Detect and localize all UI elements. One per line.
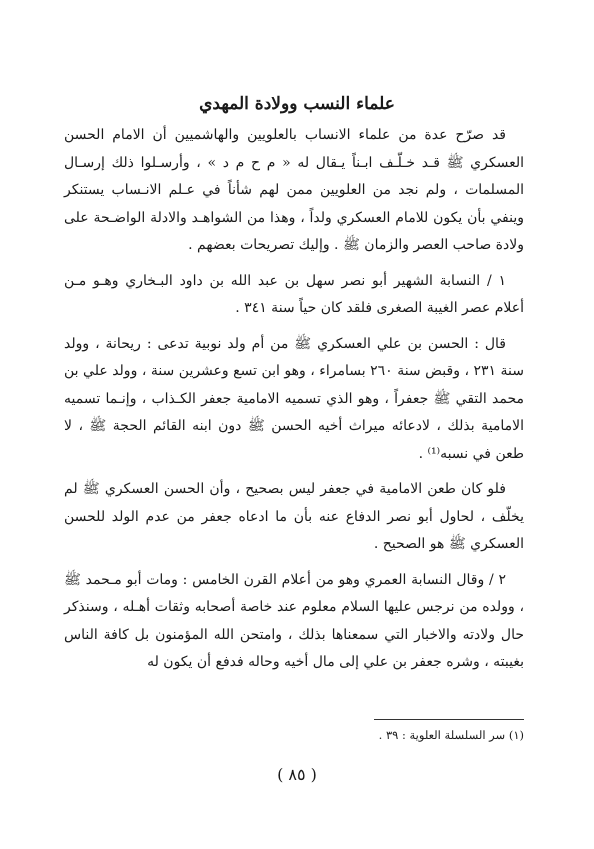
paragraph-umari: ٢ / وقال النسابة العمري وهو من أعلام القرن الخامس : ومات أبو مـحمد ﷺ ، وولده من نرجس عليها السلام معلوم عند خاصة أصحابه وثقات أهـله ، وسنذكر حال ولادته والاخبار التي سمعناها بذلك ، وامتحن الله المؤمنون بل كافة الناس بغيبته ، وشره جعفر بن علي إلى مال أخيه وحاله فدفع أن يكون له [64, 571, 524, 670]
page-title: علماء النسب وولادة المهدي [199, 94, 395, 114]
footnote: (١) سر السلسلة العلوية : ٣٩ . [378, 728, 524, 742]
page-number: ( ٨٥ ) [277, 765, 317, 784]
footnote-divider [374, 719, 524, 720]
paragraph-intro: قد صرّح عدة من علماء الانساب بالعلويين والهاشميين أن الامام الحسن العسكري ﷺ قـد خـلّـف ابـناً يـقال له « م ح م د » ، وأرسـلوا ذلك إرسـال المسلمات ، ولم نجد من العلويين ممن لهم شأناً في عـلم الانـساب يستنكر وينفي بأن يكون للامام العسكري ولداً ، وهذا من الشواهـد والادلة الواضـحة على ولادة صاحب العصر والزمان ﷺ . وإليك تصريحات بعضهم . [64, 127, 524, 253]
body-text [64, 122, 524, 677]
paragraph-commentary: فلو كان طعن الامامية في جعفر ليس بصحيح ، وأن الحسن العسكري ﷺ لم يخلّف ، لحاول أبو نصر الدفاع عنه بأن ما ادعاه جعفر من عدم الولد للحسن العسكري ﷺ هو الصحيح . [64, 481, 524, 552]
paragraph-bukhari-quote: قال : الحسن بن علي العسكري ﷺ من أم ولد نوبية تدعى : ريحانة ، وولد سنة ٢٣١ ، وقبض سنة ٢٦٠ بسامراء ، وهو ابن تسع وعشرين سنة ، وولد علي بن محمد التقي ﷺ جعفراً ، وهو الذي تسميه الامامية جعفر الكـذاب ، وإنـما تسميه الامامية بذلك ، لادعائه ميراث أخيه الحسن ﷺ دون ابنه القائم الحجة ﷺ ، لا طعن في نسبه⁽¹⁾ . [64, 335, 524, 462]
paragraph-bukhari-intro: ١ / النسابة الشهير أبو نصر سهل بن عبد الله بن داود البـخاري وهـو مـن أعلام عصر الغيبة الصغرى فلقد كان حياً سنة ٣٤١ . [64, 272, 524, 316]
